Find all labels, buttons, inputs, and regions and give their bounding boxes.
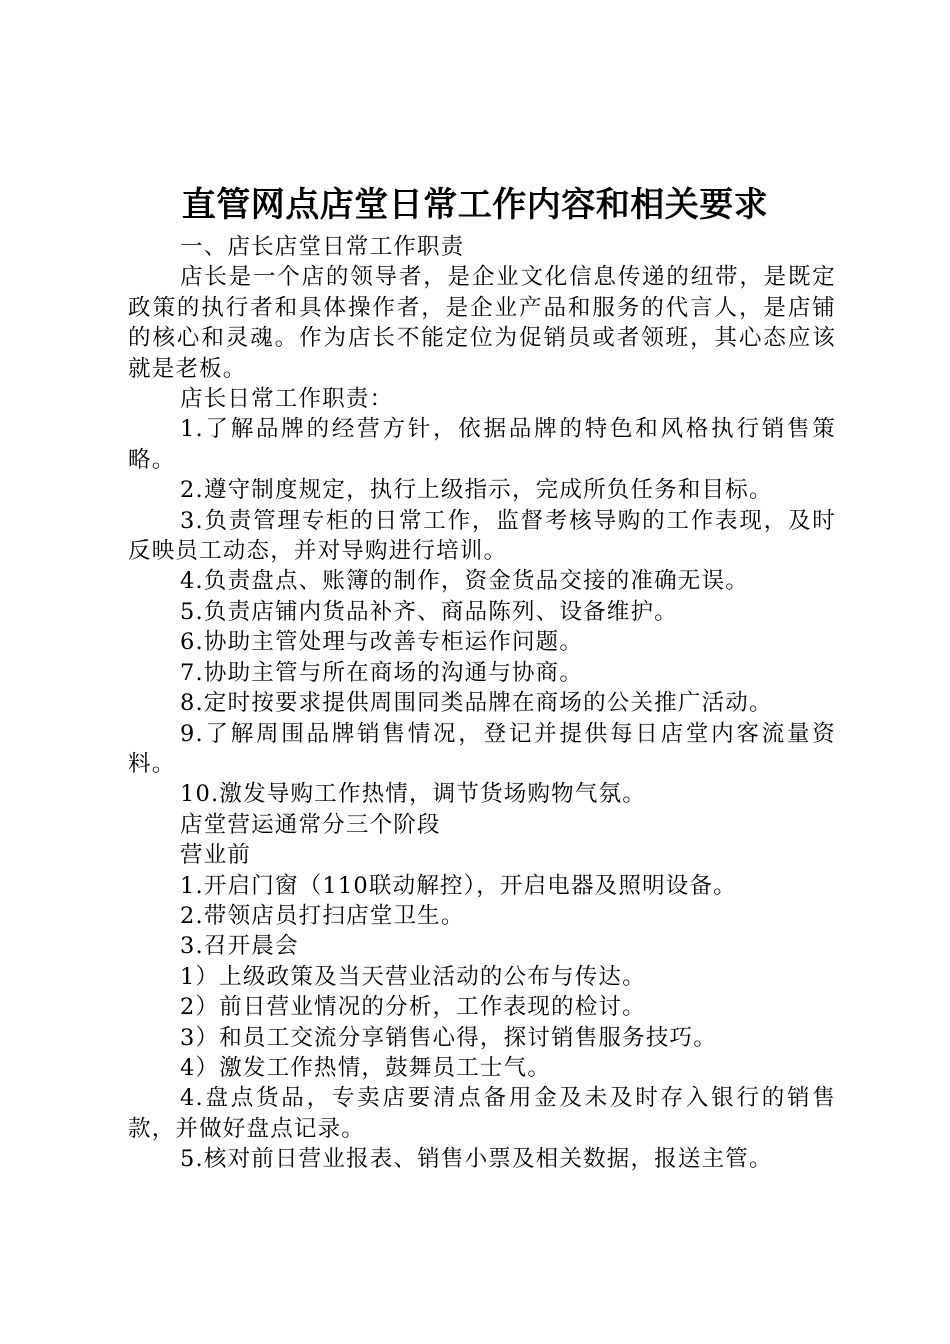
list-item: 9.了解周围品牌销售情况，登记并提供每日店堂内客流量资料。 bbox=[128, 720, 836, 777]
list-item: 2.遵守制度规定，执行上级指示，完成所负任务和目标。 bbox=[180, 477, 773, 504]
list-item: 5.核对前日营业报表、销售小票及相关数据，报送主管。 bbox=[180, 1146, 773, 1173]
list-item: 4.负责盘点、账簿的制作，资金货品交接的准确无误。 bbox=[180, 568, 749, 595]
sub-list-item: 1）上级政策及当天营业活动的公布与传达。 bbox=[180, 963, 646, 990]
subheading: 店堂营运通常分三个阶段 bbox=[180, 811, 441, 838]
section-heading: 一、店长店堂日常工作职责 bbox=[180, 234, 465, 260]
subheading: 店长日常工作职责： bbox=[180, 386, 394, 413]
list-item: 7.协助主管与所在商场的沟通与协商。 bbox=[180, 659, 584, 686]
document-body bbox=[128, 232, 836, 1175]
list-item: 4.盘点货品，专卖店要清点备用金及未及时存入银行的销售款，并做好盘点记录。 bbox=[128, 1085, 836, 1142]
document-title: 直管网点店堂日常工作内容和相关要求 bbox=[181, 185, 769, 225]
paragraph: 店长是一个店的领导者，是企业文化信息传递的纽带，是既定政策的执行者和具体操作者，是企业产品和服务的代言人，是店铺的核心和灵魂。作为店长不能定位为促销员或者领班，其心态应该就是老板。 bbox=[128, 264, 836, 382]
sub-list-item: 4）激发工作热情，鼓舞员工士气。 bbox=[180, 1054, 552, 1081]
list-item: 3.召开晨会 bbox=[180, 933, 299, 960]
list-item: 8.定时按要求提供周围同类品牌在商场的公关推广活动。 bbox=[180, 690, 773, 717]
sub-list-item: 3）和员工交流分享销售心得，探讨销售服务技巧。 bbox=[180, 1024, 717, 1051]
list-item: 2.带领店员打扫店堂卫生。 bbox=[180, 902, 465, 929]
list-item: 5.负责店铺内货品补齐、商品陈列、设备维护。 bbox=[180, 598, 678, 625]
list-item: 1.了解品牌的经营方针，依据品牌的特色和风格执行销售策略。 bbox=[128, 416, 836, 473]
list-item: 10.激发导购工作热情，调节货场购物气氛。 bbox=[180, 781, 646, 808]
list-item: 6.协助主管处理与改善专柜运作问题。 bbox=[180, 629, 584, 656]
subheading: 营业前 bbox=[180, 842, 252, 869]
list-item: 3.负责管理专柜的日常工作，监督考核导购的工作表现，及时反映员工动态，并对导购进行培训。 bbox=[128, 507, 836, 565]
sub-list-item: 2）前日营业情况的分析，工作表现的检讨。 bbox=[180, 994, 646, 1021]
list-item: 1.开启门窗（110联动解控），开启电器及照明设备。 bbox=[180, 872, 737, 899]
